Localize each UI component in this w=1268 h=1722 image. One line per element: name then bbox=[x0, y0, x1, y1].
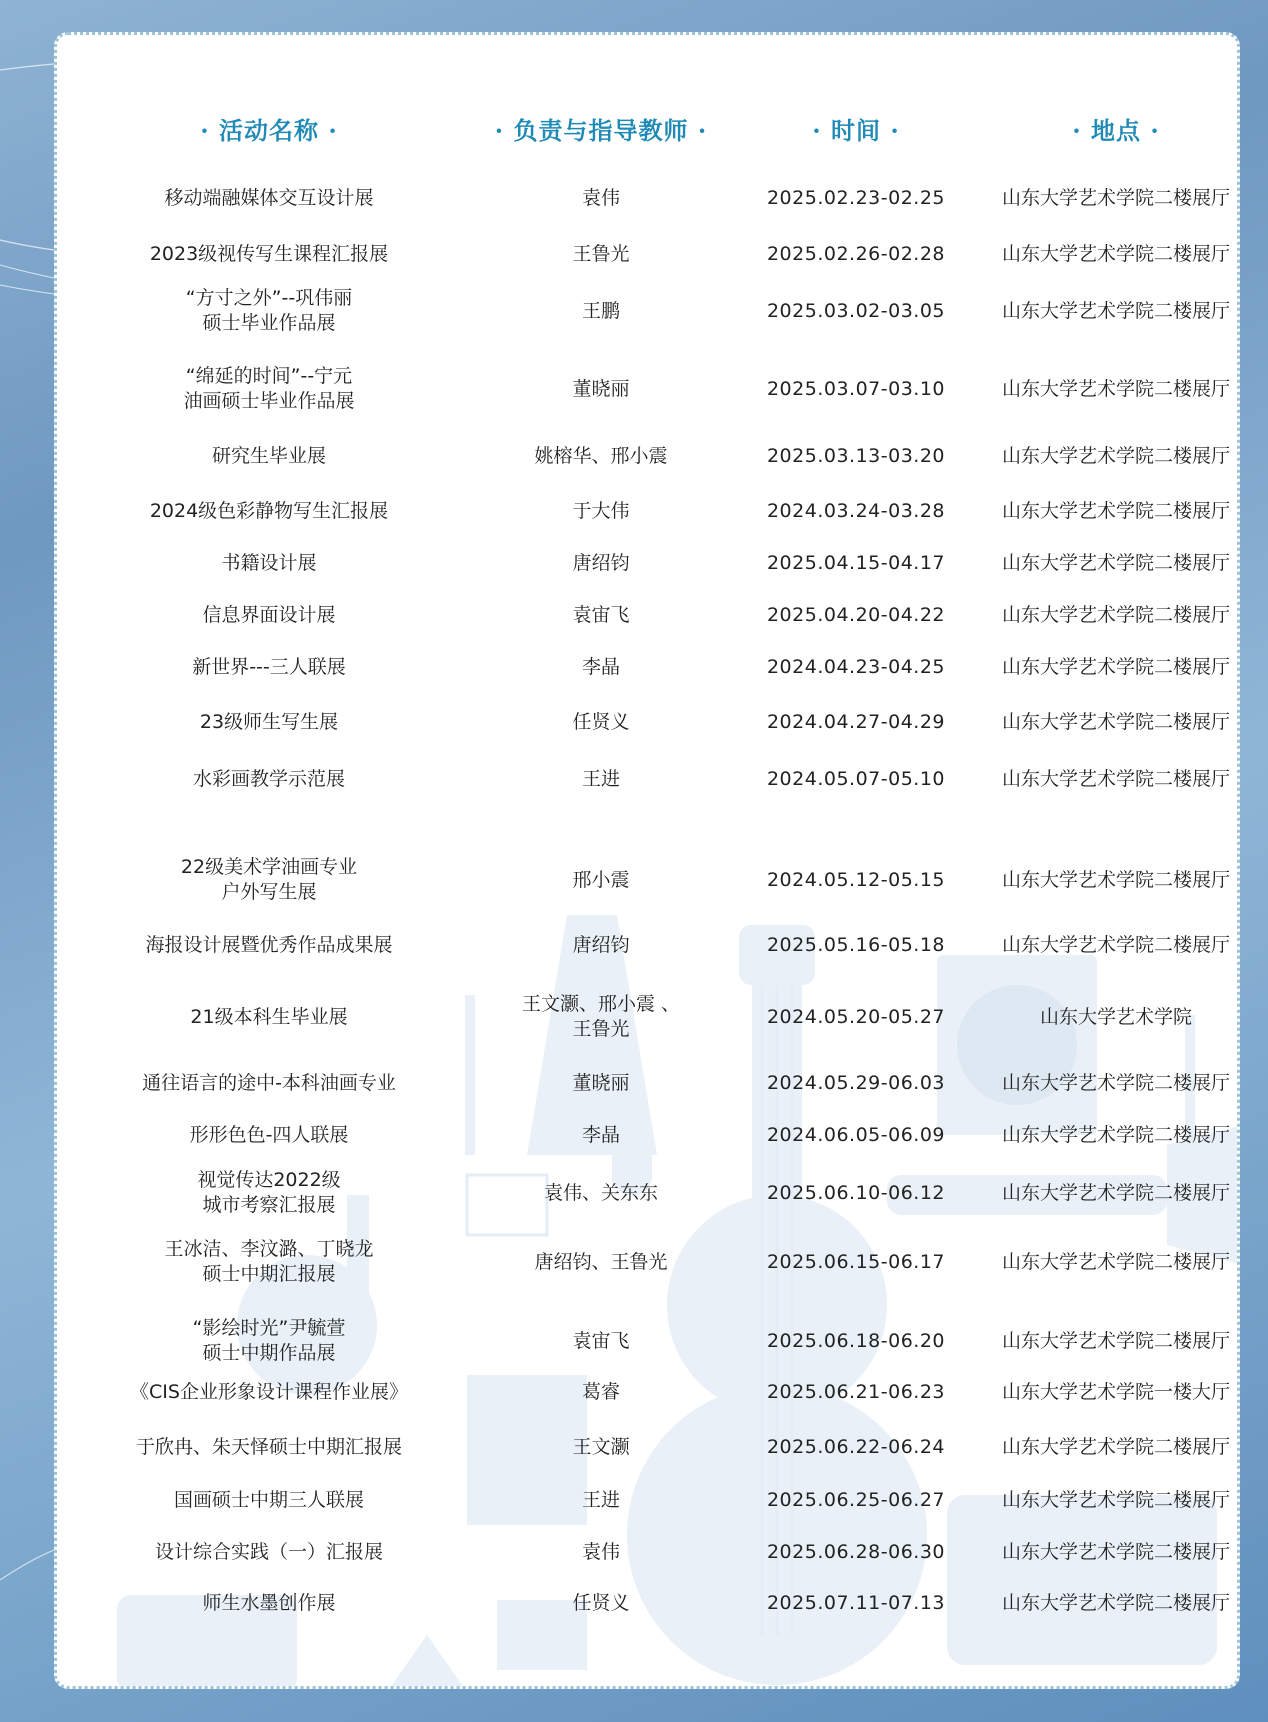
teacher: 任贤义 bbox=[572, 1591, 630, 1614]
teacher: 王鹏 bbox=[581, 299, 620, 322]
table-row bbox=[57, 1535, 1240, 1569]
teacher: 王鲁光 bbox=[572, 242, 630, 265]
teacher: 于大伟 bbox=[572, 499, 630, 522]
table-row bbox=[57, 987, 1240, 1047]
teacher: 邢小震 bbox=[572, 868, 630, 891]
teacher: 董晓丽 bbox=[572, 377, 630, 400]
date-range: 2025.04.20-04.22 bbox=[766, 603, 946, 626]
location: 山东大学艺术学院二楼展厅 bbox=[1001, 1250, 1230, 1273]
teacher: 唐绍钧 bbox=[572, 933, 630, 956]
activity-name: 2024级色彩静物写生汇报展 bbox=[149, 499, 389, 522]
table-row bbox=[57, 598, 1240, 632]
teacher: 袁伟、关东东 bbox=[543, 1181, 658, 1204]
location: 山东大学艺术学院二楼展厅 bbox=[1001, 1435, 1230, 1458]
teacher: 李晶 bbox=[581, 655, 620, 678]
date-range: 2025.06.28-06.30 bbox=[766, 1540, 946, 1563]
activity-name: 信息界面设计展 bbox=[202, 603, 336, 626]
table-row bbox=[57, 281, 1240, 341]
date-range: 2025.03.13-03.20 bbox=[766, 444, 946, 467]
header-time: · 时间 · bbox=[812, 116, 900, 145]
location: 山东大学艺术学院二楼展厅 bbox=[1001, 1591, 1230, 1614]
date-range: 2025.07.11-07.13 bbox=[766, 1591, 946, 1614]
location: 山东大学艺术学院二楼展厅 bbox=[1001, 767, 1230, 790]
date-range: 2025.06.10-06.12 bbox=[766, 1181, 946, 1204]
activity-name: 于欣冉、朱天怿硕士中期汇报展 bbox=[135, 1435, 402, 1458]
activity-name: 师生水墨创作展 bbox=[202, 1591, 336, 1614]
date-range: 2025.03.02-03.05 bbox=[766, 299, 946, 322]
activity-name: 22级美术学油画专业 户外写生展 bbox=[180, 856, 358, 903]
teacher: 袁宙飞 bbox=[572, 603, 630, 626]
activity-name: 书籍设计展 bbox=[221, 551, 317, 574]
table-row bbox=[57, 494, 1240, 528]
location: 山东大学艺术学院一楼大厅 bbox=[1001, 1380, 1230, 1403]
table-row bbox=[57, 1483, 1240, 1517]
location: 山东大学艺术学院二楼展厅 bbox=[1001, 551, 1230, 574]
location: 山东大学艺术学院二楼展厅 bbox=[1001, 186, 1230, 209]
location: 山东大学艺术学院二楼展厅 bbox=[1001, 933, 1230, 956]
teacher: 袁宙飞 bbox=[572, 1329, 630, 1352]
activity-name: 21级本科生毕业展 bbox=[190, 1005, 348, 1028]
table-row bbox=[57, 1586, 1240, 1620]
activity-name: “影绘时光”尹毓萱 硕士中期作品展 bbox=[192, 1317, 346, 1364]
teacher: 王文灏 bbox=[572, 1435, 630, 1458]
activity-name: 《CIS企业形象设计课程作业展》 bbox=[130, 1380, 408, 1403]
table-row bbox=[57, 1375, 1240, 1409]
teacher: 唐绍钧、王鲁光 bbox=[534, 1250, 668, 1273]
date-range: 2024.04.23-04.25 bbox=[766, 655, 946, 678]
activity-name: 新世界---三人联展 bbox=[192, 655, 346, 678]
table-row bbox=[57, 1232, 1240, 1292]
table-body bbox=[57, 35, 1240, 1689]
teacher: 董晓丽 bbox=[572, 1071, 630, 1094]
teacher: 任贤义 bbox=[572, 710, 630, 733]
date-range: 2025.06.25-06.27 bbox=[766, 1488, 946, 1511]
activity-name: 研究生毕业展 bbox=[211, 444, 326, 467]
activity-name: 移动端融媒体交互设计展 bbox=[164, 186, 374, 209]
table-row bbox=[57, 705, 1240, 739]
date-range: 2025.03.07-03.10 bbox=[766, 377, 946, 400]
table-row bbox=[57, 1163, 1240, 1223]
schedule-card bbox=[54, 32, 1240, 1689]
table-row bbox=[57, 237, 1240, 271]
activity-name: 形形色色-四人联展 bbox=[189, 1123, 349, 1146]
teacher: 王文灏、邢小震 、 王鲁光 bbox=[521, 993, 681, 1040]
location: 山东大学艺术学院二楼展厅 bbox=[1001, 299, 1230, 322]
teacher: 王进 bbox=[581, 767, 620, 790]
date-range: 2025.05.16-05.18 bbox=[766, 933, 946, 956]
teacher: 姚榕华、邢小震 bbox=[534, 444, 668, 467]
teacher: 葛睿 bbox=[581, 1380, 620, 1403]
table-row bbox=[57, 1430, 1240, 1464]
table-row bbox=[57, 181, 1240, 215]
teacher: 王进 bbox=[581, 1488, 620, 1511]
teacher: 李晶 bbox=[581, 1123, 620, 1146]
location: 山东大学艺术学院二楼展厅 bbox=[1001, 655, 1230, 678]
activity-name: 视觉传达2022级 城市考察汇报展 bbox=[197, 1169, 341, 1216]
table-row bbox=[57, 762, 1240, 796]
location: 山东大学艺术学院二楼展厅 bbox=[1001, 499, 1230, 522]
date-range: 2024.04.27-04.29 bbox=[766, 710, 946, 733]
table-row bbox=[57, 850, 1240, 910]
date-range: 2024.05.12-05.15 bbox=[766, 868, 946, 891]
date-range: 2025.06.18-06.20 bbox=[766, 1329, 946, 1352]
date-range: 2024.05.07-05.10 bbox=[766, 767, 946, 790]
activity-name: 通往语言的途中-本科油画专业 bbox=[142, 1071, 396, 1094]
date-range: 2025.06.22-06.24 bbox=[766, 1435, 946, 1458]
activity-name: 23级师生写生展 bbox=[199, 710, 339, 733]
date-range: 2025.02.26-02.28 bbox=[766, 242, 946, 265]
table-row bbox=[57, 650, 1240, 684]
date-range: 2024.03.24-03.28 bbox=[766, 499, 946, 522]
table-row bbox=[57, 1066, 1240, 1100]
location: 山东大学艺术学院二楼展厅 bbox=[1001, 868, 1230, 891]
table-row bbox=[57, 439, 1240, 473]
table-row bbox=[57, 546, 1240, 580]
location: 山东大学艺术学院二楼展厅 bbox=[1001, 242, 1230, 265]
table-row bbox=[57, 1118, 1240, 1152]
activity-name: 国画硕士中期三人联展 bbox=[173, 1488, 364, 1511]
teacher: 唐绍钧 bbox=[572, 551, 630, 574]
activity-name: “方寸之外”--巩伟丽 硕士毕业作品展 bbox=[185, 287, 353, 334]
location: 山东大学艺术学院二楼展厅 bbox=[1001, 1329, 1230, 1352]
teacher: 袁伟 bbox=[581, 186, 620, 209]
location: 山东大学艺术学院二楼展厅 bbox=[1001, 1123, 1230, 1146]
location: 山东大学艺术学院二楼展厅 bbox=[1001, 1488, 1230, 1511]
location: 山东大学艺术学院二楼展厅 bbox=[1001, 377, 1230, 400]
location: 山东大学艺术学院二楼展厅 bbox=[1001, 710, 1230, 733]
date-range: 2025.02.23-02.25 bbox=[766, 186, 946, 209]
activity-name: “绵延的时间”--宁元 油画硕士毕业作品展 bbox=[183, 365, 355, 412]
date-range: 2025.04.15-04.17 bbox=[766, 551, 946, 574]
location: 山东大学艺术学院二楼展厅 bbox=[1001, 603, 1230, 626]
location: 山东大学艺术学院二楼展厅 bbox=[1001, 1540, 1230, 1563]
table-row bbox=[57, 928, 1240, 962]
date-range: 2024.05.20-05.27 bbox=[766, 1005, 946, 1028]
date-range: 2024.05.29-06.03 bbox=[766, 1071, 946, 1094]
date-range: 2024.06.05-06.09 bbox=[766, 1123, 946, 1146]
location: 山东大学艺术学院二楼展厅 bbox=[1001, 1181, 1230, 1204]
activity-name: 海报设计展暨优秀作品成果展 bbox=[145, 933, 393, 956]
activity-name: 水彩画教学示范展 bbox=[192, 767, 345, 790]
header-teacher: · 负责与指导教师 · bbox=[494, 116, 708, 145]
table-row bbox=[57, 359, 1240, 419]
table-row bbox=[57, 1311, 1240, 1371]
date-range: 2025.06.15-06.17 bbox=[766, 1250, 946, 1273]
location: 山东大学艺术学院二楼展厅 bbox=[1001, 1071, 1230, 1094]
header-location: · 地点 · bbox=[1072, 116, 1160, 145]
location: 山东大学艺术学院 bbox=[1039, 1005, 1192, 1028]
activity-name: 2023级视传写生课程汇报展 bbox=[149, 242, 389, 265]
activity-name: 设计综合实践（一）汇报展 bbox=[154, 1540, 383, 1563]
activity-name: 王冰洁、李汶潞、丁晓龙 硕士中期汇报展 bbox=[164, 1238, 374, 1285]
teacher: 袁伟 bbox=[581, 1540, 620, 1563]
date-range: 2025.06.21-06.23 bbox=[766, 1380, 946, 1403]
location: 山东大学艺术学院二楼展厅 bbox=[1001, 444, 1230, 467]
header-activity-name: · 活动名称 · bbox=[200, 116, 338, 145]
